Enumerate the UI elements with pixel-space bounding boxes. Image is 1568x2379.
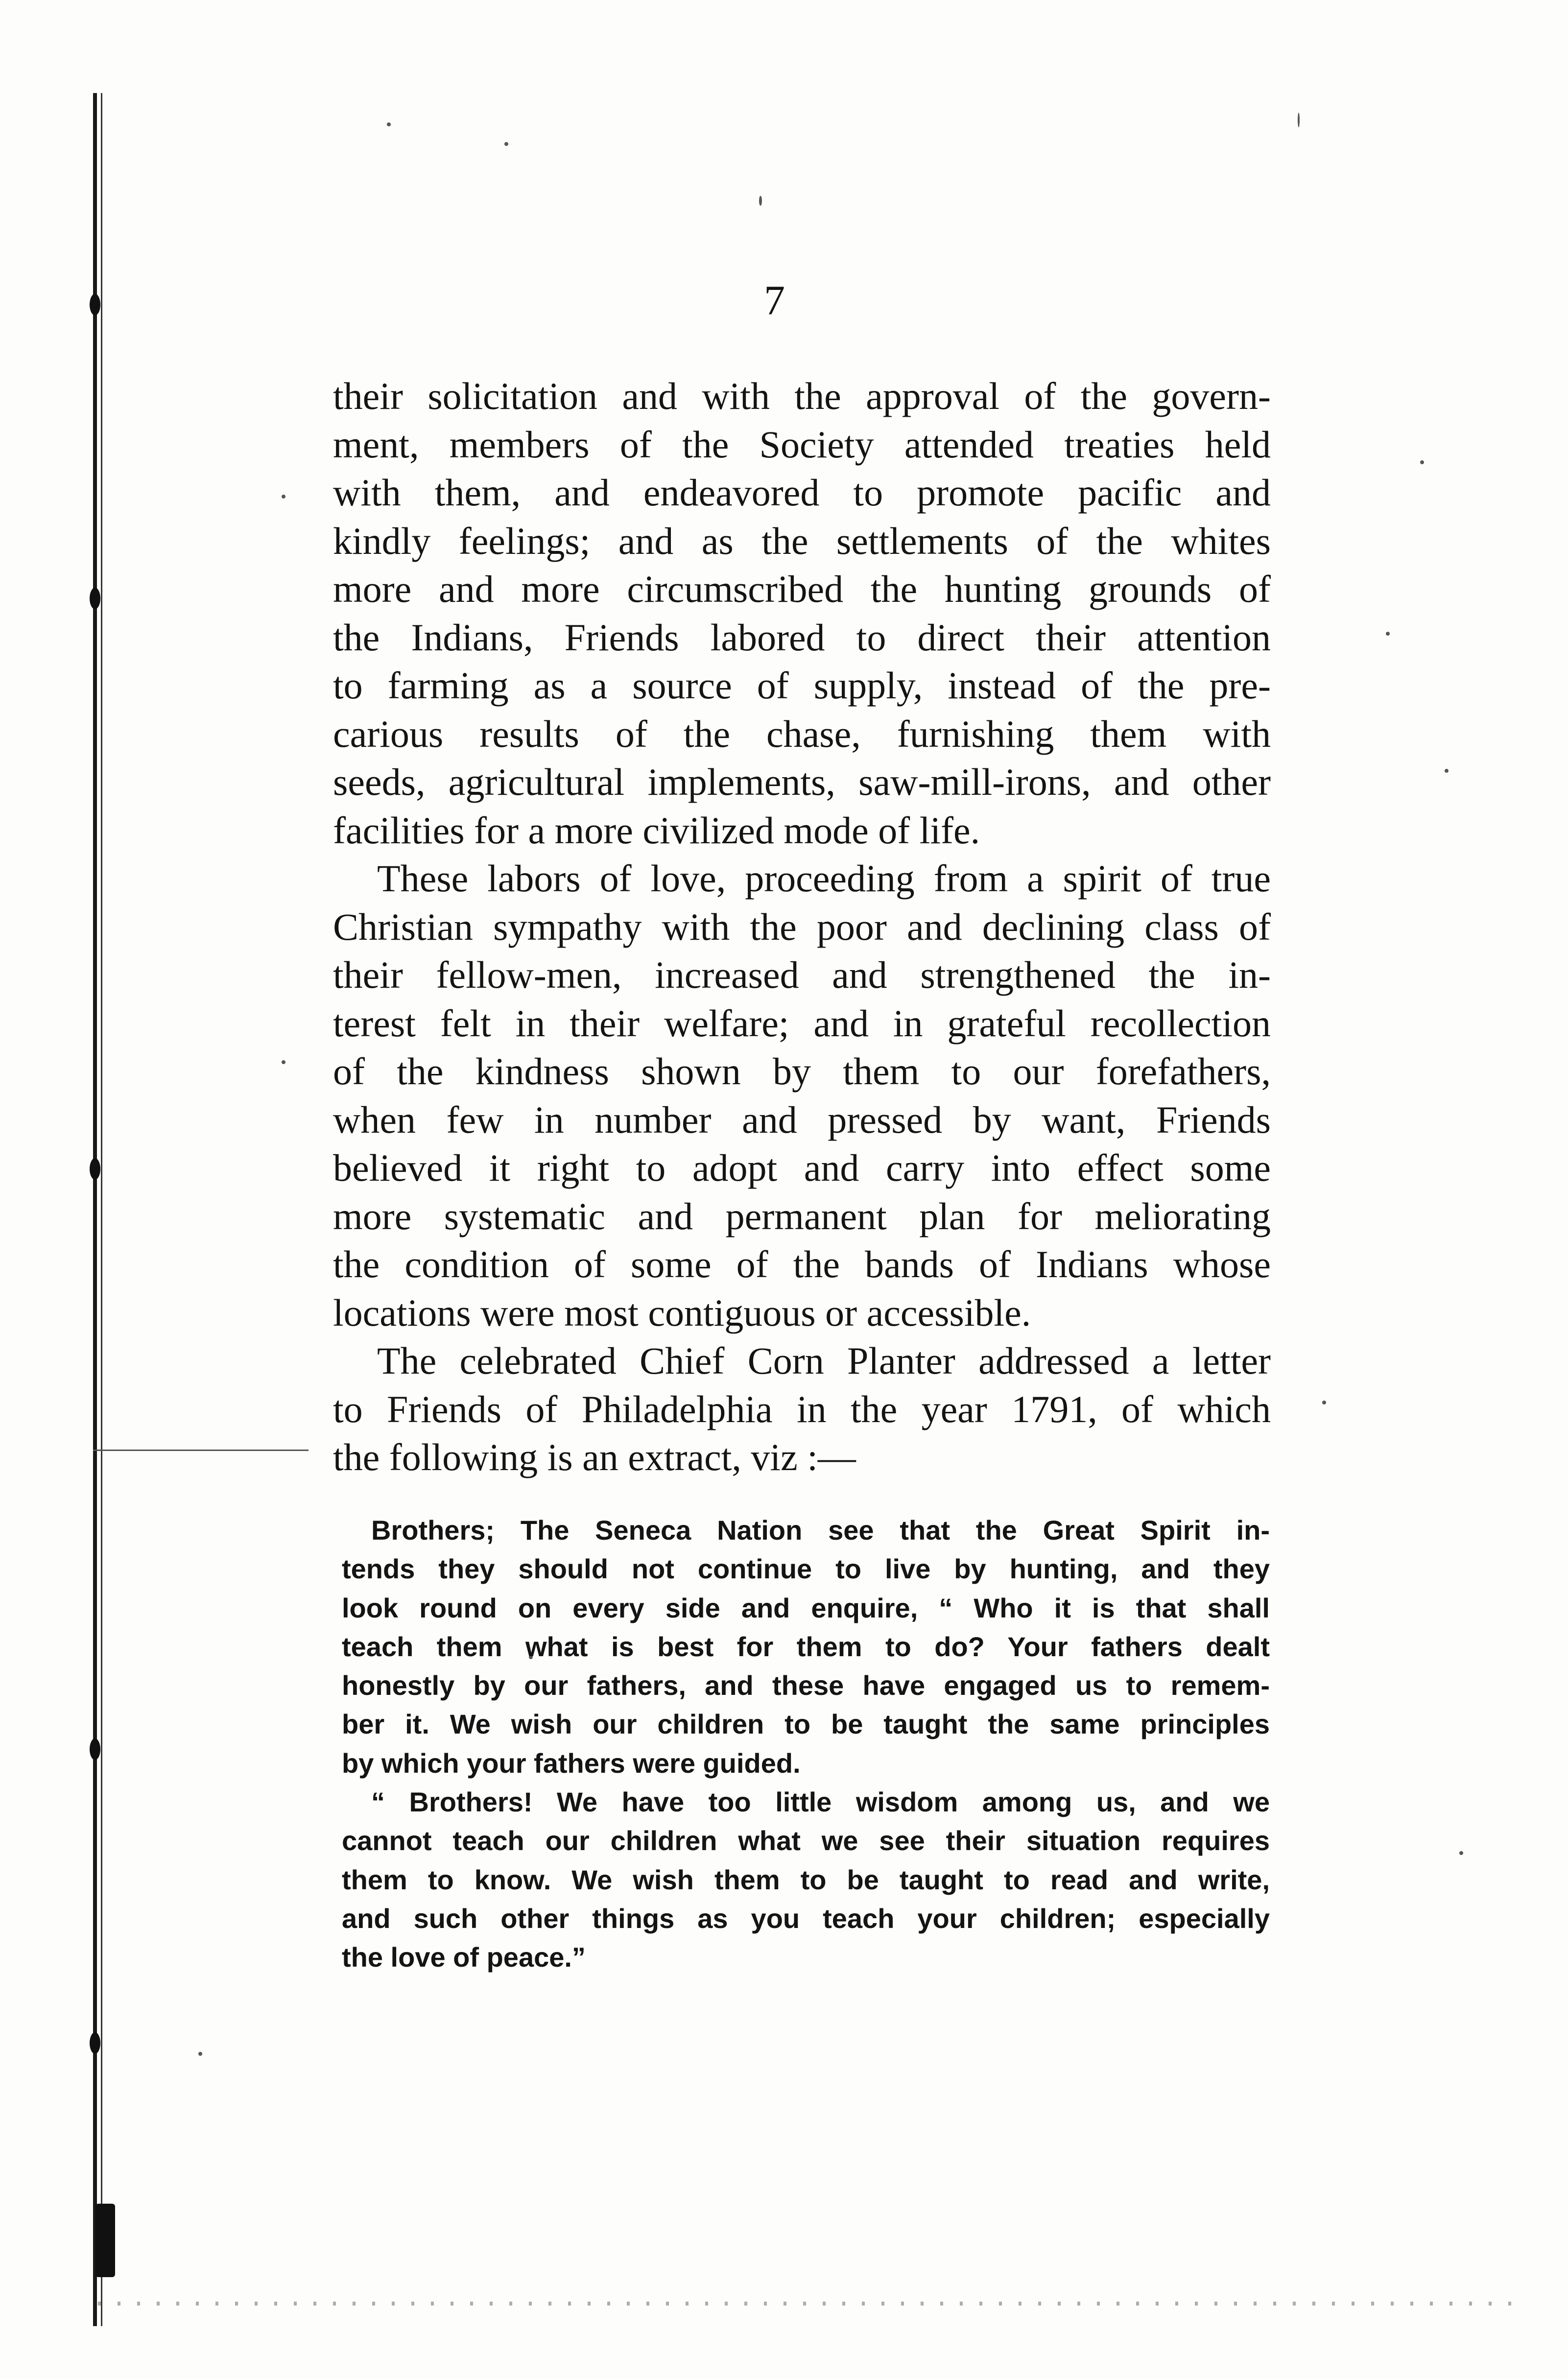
text-line: facilities for a more civilized mode of life. [333,809,980,852]
text-line: seeds, agricultural implements, saw-mill-irons, and other [333,761,1271,803]
quote-line: look round on every side and enquire, “ Who it is that shall [342,1592,1270,1623]
binding-edge-line [93,93,97,2326]
text-line: the condition of some of the bands of Indians whose [333,1243,1271,1285]
speck [1322,1401,1326,1404]
quote-line: the love of peace.” [342,1942,586,1973]
quote-line: and such other things as you teach your children; especially [342,1903,1270,1934]
text-line: believed it right to adopt and carry into effect some [333,1146,1271,1189]
quote-line: them to know. We wish them to be taught to read and write, [342,1864,1270,1895]
speck [198,2052,202,2056]
text-line: more and more circumscribed the hunting grounds of [333,568,1271,610]
binding-edge-line-thin [101,93,102,2326]
speck [387,122,391,126]
text-line: their solicitation and with the approval of the govern- [333,375,1271,417]
text-line: of the kindness shown by them to our forefathers, [333,1050,1271,1093]
quote-line: cannot teach our children what we see their situation requires [342,1825,1270,1856]
text-line: more systematic and permanent plan for meliorating [333,1194,1271,1237]
text-line: to farming as a source of supply, instead of the pre- [333,664,1271,707]
edge-mark [90,294,100,315]
quote-line: Brothers; The Seneca Nation see that the Great Spirit in- [371,1515,1270,1546]
text-line: with them, and endeavored to promote pacific and [333,471,1271,514]
text-line: Christian sympathy with the poor and declining class of [333,905,1271,948]
speck [1298,113,1300,127]
text-line: ment, members of the Society attended treaties held [333,423,1271,466]
text-line: The celebrated Chief Corn Planter addressed a letter [377,1339,1271,1382]
body-text [333,372,1271,1482]
edge-mark [90,588,100,609]
text-line: These labors of love, proceeding from a spirit of true [377,857,1271,900]
edge-mark [90,1158,100,1180]
text-line: the following is an extract, viz :— [333,1436,856,1478]
speck [759,196,762,206]
quoted-extract [342,1511,1270,1977]
quote-line: teach them what is best for them to do? Your fathers dealt [342,1631,1270,1662]
edge-mark [90,2032,100,2054]
speck [1459,1851,1463,1855]
speck [1420,460,1424,464]
quote-line: ber it. We wish our children to be taught the same principles [342,1709,1270,1740]
speck [504,142,508,146]
speck [282,495,285,499]
text-line: kindly feelings; and as the settlements of the whites [333,519,1271,562]
edge-mark [95,2204,115,2277]
quote-line: “ Brothers! We have too little wisdom among us, and we [371,1786,1270,1818]
edge-mark [90,1738,100,1760]
speck [1445,769,1449,773]
quote-line: honestly by our fathers, and these have engaged us to remem- [342,1670,1270,1701]
quote-line: by which your fathers were guided. [342,1747,801,1779]
page-number: 7 [764,277,785,324]
text-line: their fellow-men, increased and strengthened the in- [333,953,1271,996]
stray-rule [93,1450,309,1451]
quote-line: tends they should not continue to live by hunting, and they [342,1553,1270,1585]
text-line: the Indians, Friends labored to direct their attention [333,616,1271,659]
speck [282,1060,285,1064]
text-line: terest felt in their welfare; and in grateful recollection [333,1001,1271,1045]
text-line: to Friends of Philadelphia in the year 1791, of which [333,1387,1271,1430]
text-line: locations were most contiguous or accessible. [333,1291,1031,1334]
text-line: when few in number and pressed by want, Friends [333,1098,1271,1141]
text-line: carious results of the chase, furnishing them with [333,712,1271,755]
bottom-scan-noise [98,2302,1518,2306]
speck [1386,632,1390,636]
